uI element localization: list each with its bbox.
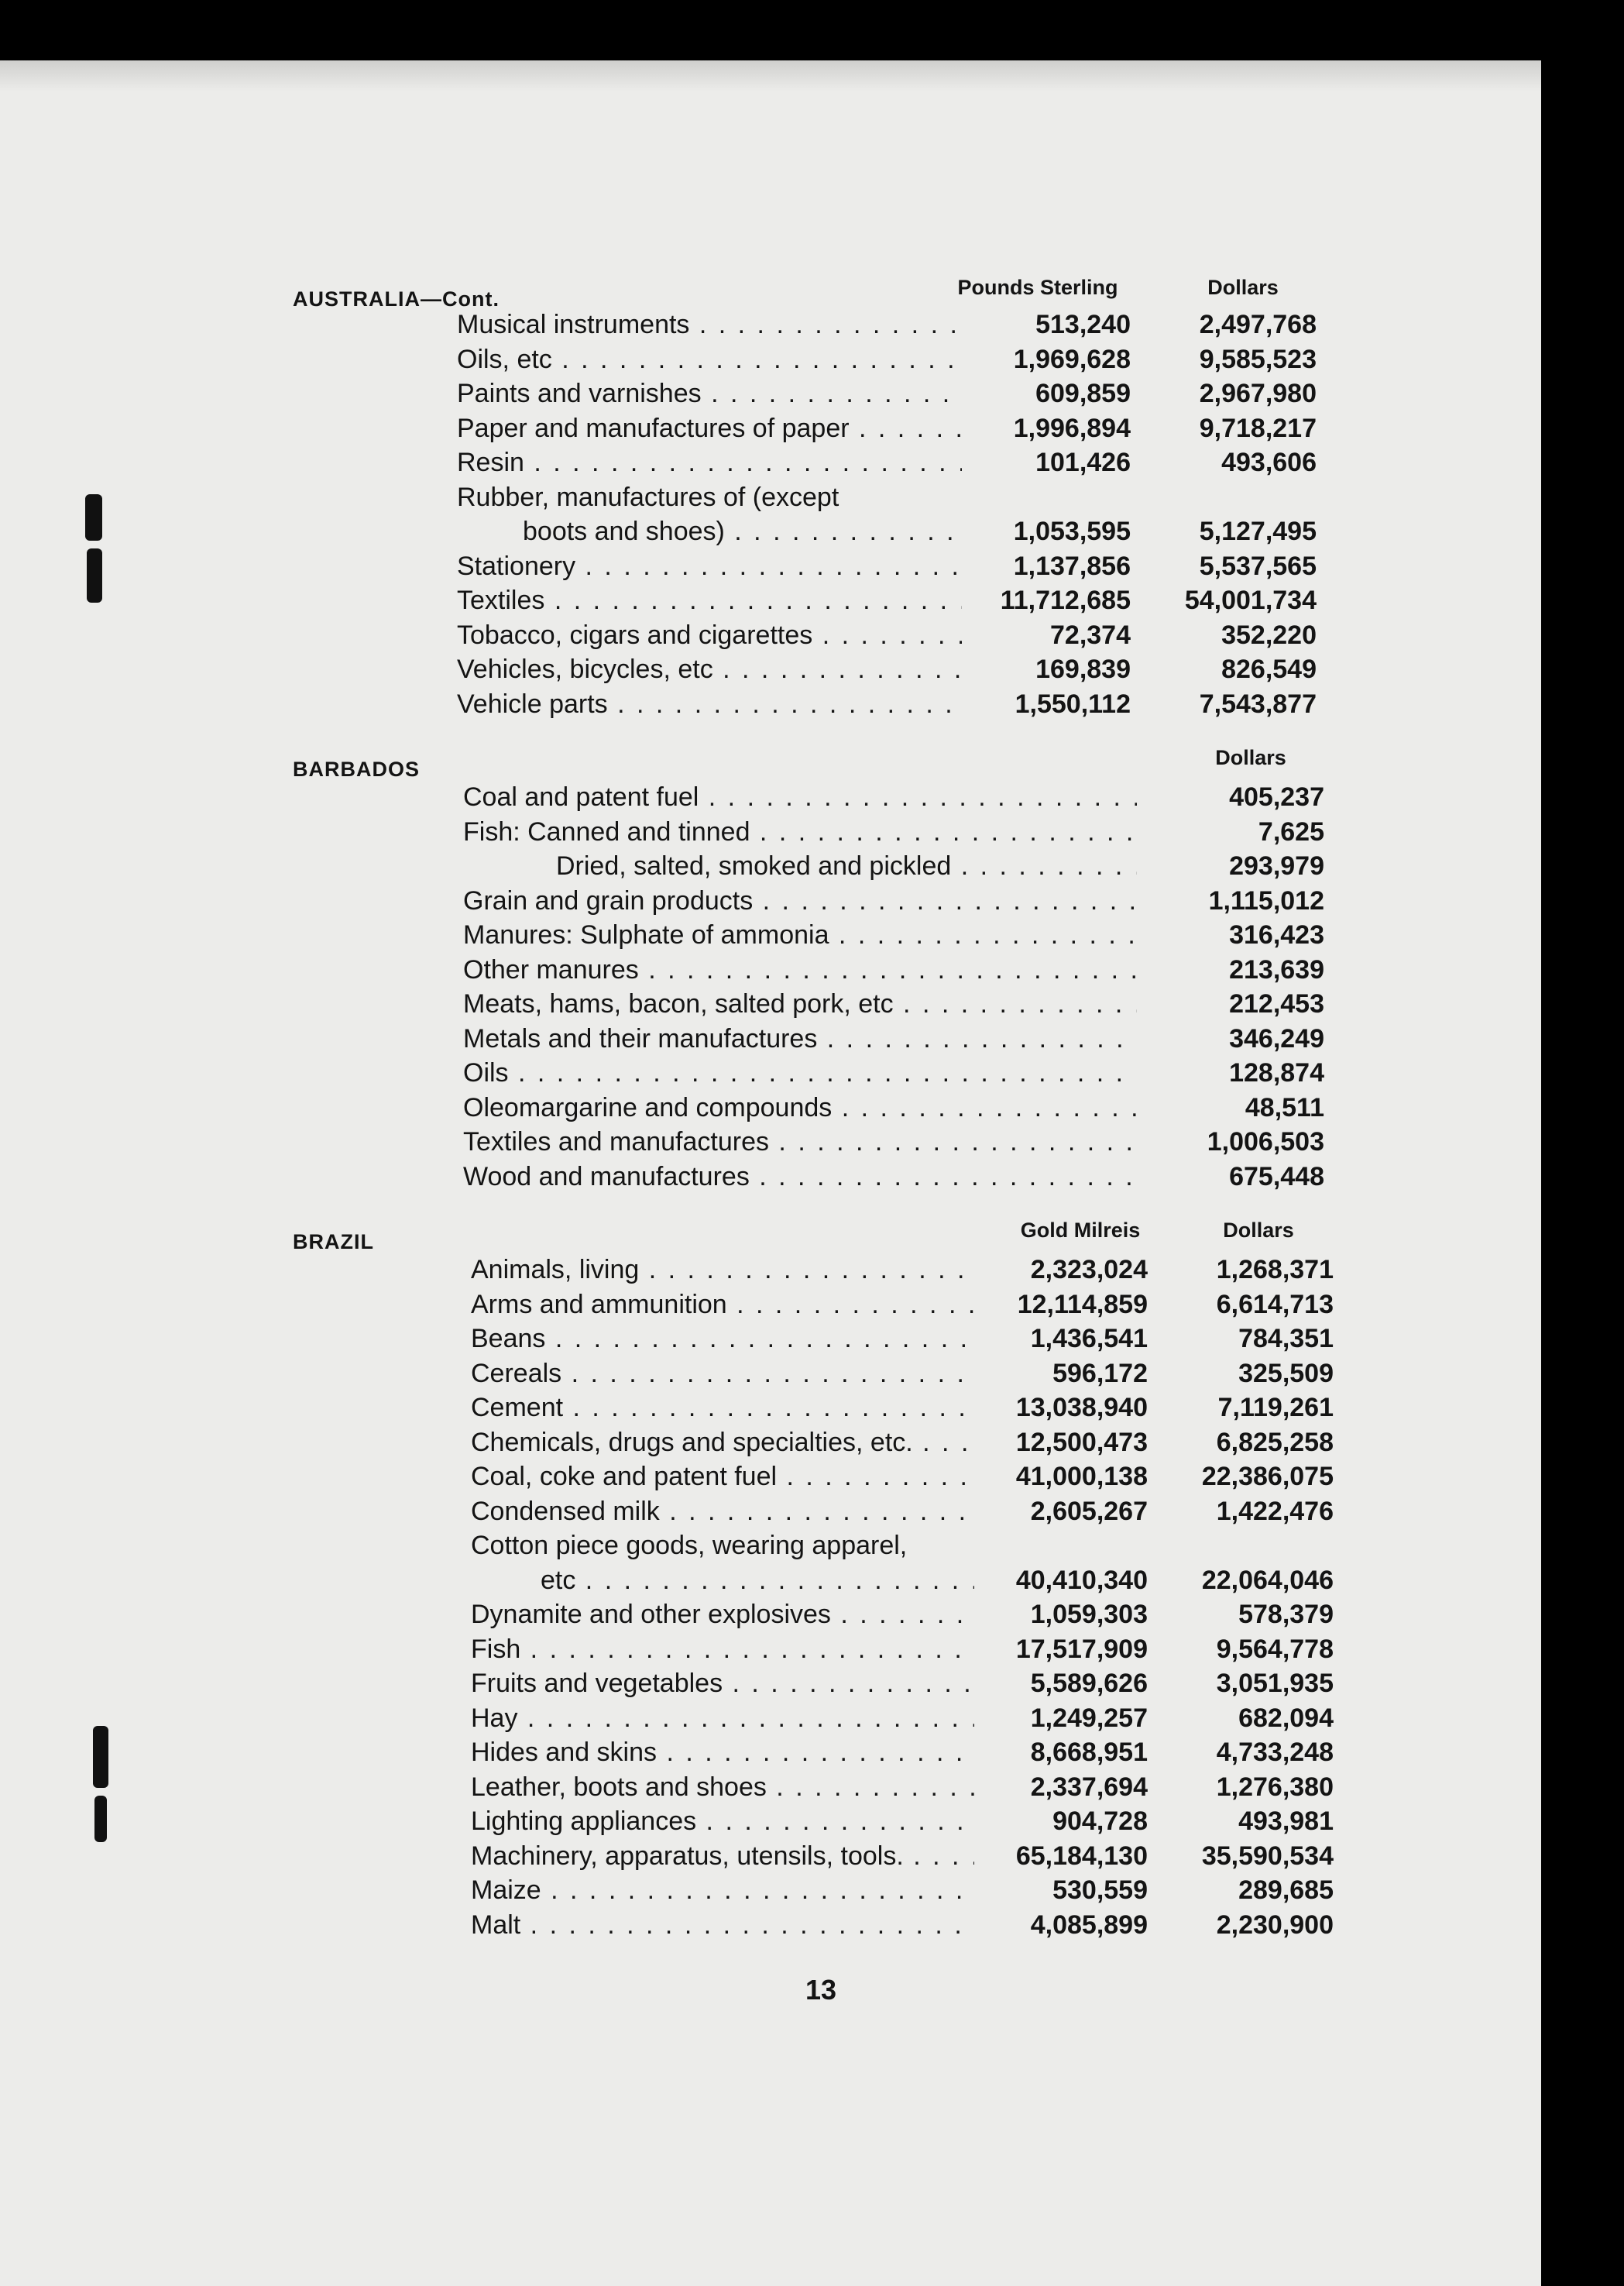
cell-value-gold-milreis: 5,589,626	[1030, 1669, 1148, 1698]
table-row	[0, 517, 1541, 551]
cell-value-dollars: 35,590,534	[1201, 1841, 1334, 1871]
cell-value-pounds: 169,839	[1035, 655, 1131, 684]
table-row	[0, 483, 1541, 517]
row-label: Oils . . .	[463, 1058, 1137, 1088]
row-label: Vehicles, bicycles, etc . . .	[457, 655, 962, 685]
cell-value-dollars: 675,448	[1229, 1161, 1324, 1191]
row-label: Cement . . .	[471, 1393, 974, 1423]
cell-value-dollars: 4,733,248	[1216, 1738, 1334, 1767]
cell-value-dollars: 9,718,217	[1199, 413, 1317, 443]
cell-value-dollars: 7,543,877	[1199, 689, 1317, 719]
row-label: Dried, salted, smoked and pickled . . .	[556, 851, 1137, 882]
cell-value-pounds: 513,240	[1035, 310, 1131, 339]
row-label: Malt . . .	[471, 1910, 974, 1941]
row-label: Leather, boots and shoes . . .	[471, 1772, 974, 1803]
cell-value-dollars: 289,685	[1238, 1875, 1334, 1905]
cell-value-gold-milreis: 2,337,694	[1030, 1772, 1148, 1802]
cell-value-dollars: 213,639	[1229, 954, 1324, 985]
cell-value-gold-milreis: 1,249,257	[1030, 1703, 1148, 1733]
cell-value-gold-milreis: 65,184,130	[1015, 1841, 1148, 1871]
cell-value-dollars: 7,625	[1258, 816, 1324, 847]
cell-value-pounds: 609,859	[1035, 379, 1131, 408]
row-label: Beans . . .	[471, 1324, 974, 1354]
table-row	[0, 1359, 1541, 1393]
cell-value-pounds: 1,053,595	[1013, 517, 1131, 546]
table-row	[0, 1910, 1541, 1944]
table-row	[0, 552, 1541, 586]
table-row	[0, 1058, 1541, 1092]
cell-value-gold-milreis: 41,000,138	[1015, 1462, 1148, 1491]
row-label: Cotton piece goods, wearing apparel,	[471, 1531, 908, 1560]
cell-value-dollars: 6,614,713	[1216, 1289, 1334, 1319]
cell-value-dollars: 22,386,075	[1201, 1462, 1334, 1491]
cell-value-dollars: 22,064,046	[1201, 1565, 1334, 1595]
cell-value-dollars: 493,981	[1238, 1806, 1334, 1836]
column-header-dollars: Dollars	[1223, 1219, 1294, 1242]
cell-value-gold-milreis: 904,728	[1052, 1806, 1148, 1836]
table-row	[0, 1127, 1541, 1161]
row-label: Stationery . . .	[457, 552, 962, 582]
row-label: Fruits and vegetables . . .	[471, 1669, 974, 1699]
table-row	[0, 1841, 1541, 1875]
table-row	[0, 655, 1541, 689]
table-row	[0, 345, 1541, 379]
table-row	[0, 782, 1541, 816]
row-label: Metals and their manufactures . . .	[463, 1024, 1137, 1054]
row-label: Fish: Canned and tinned . . .	[463, 817, 1137, 847]
table-row	[0, 1635, 1541, 1669]
cell-value-dollars: 346,249	[1229, 1023, 1324, 1054]
cell-value-dollars: 316,423	[1229, 920, 1324, 950]
cell-value-dollars: 2,497,768	[1199, 310, 1317, 339]
table-row	[0, 920, 1541, 954]
cell-value-gold-milreis: 13,038,940	[1015, 1393, 1148, 1422]
cell-value-gold-milreis: 1,436,541	[1030, 1324, 1148, 1353]
table-row	[0, 620, 1541, 655]
section-title: BARBADOS	[293, 758, 421, 781]
row-label: Cereals . . .	[471, 1359, 974, 1389]
row-label: Chemicals, drugs and specialties, etc. . . .	[471, 1428, 974, 1458]
section-title: AUSTRALIA—Cont.	[293, 287, 500, 311]
cell-value-dollars: 1,276,380	[1216, 1772, 1334, 1802]
table-row	[0, 1462, 1541, 1496]
cell-value-pounds: 1,550,112	[1015, 689, 1131, 719]
row-label: Textiles and manufactures . . .	[463, 1127, 1137, 1157]
row-label: Hides and skins . . .	[471, 1738, 974, 1768]
column-header-pounds: Pounds Sterling	[957, 276, 1118, 299]
cell-value-dollars: 7,119,261	[1217, 1393, 1334, 1422]
row-label: Condensed milk . . .	[471, 1497, 974, 1527]
cell-value-gold-milreis: 596,172	[1052, 1358, 1148, 1388]
cell-value-dollars: 1,115,012	[1208, 885, 1324, 916]
table-row	[0, 1162, 1541, 1196]
column-header-dollars: Dollars	[1215, 746, 1286, 769]
row-label: Resin . . .	[457, 448, 962, 478]
cell-value-dollars: 826,549	[1221, 655, 1317, 684]
table-row	[0, 1738, 1541, 1772]
cell-value-gold-milreis: 8,668,951	[1030, 1738, 1148, 1767]
table-row	[0, 1669, 1541, 1703]
section-title: BRAZIL	[293, 1230, 374, 1253]
cell-value-pounds: 11,712,685	[1000, 586, 1131, 615]
table-row	[0, 310, 1541, 344]
cell-value-dollars: 6,825,258	[1216, 1427, 1334, 1457]
page-edge	[0, 60, 1541, 91]
cell-value-gold-milreis: 12,114,859	[1017, 1289, 1148, 1319]
row-label: Oleomargarine and compounds . . .	[463, 1093, 1137, 1123]
cell-value-dollars: 493,606	[1221, 448, 1317, 477]
cell-value-dollars: 352,220	[1221, 620, 1317, 650]
row-label: Manures: Sulphate of ammonia . . .	[463, 920, 1137, 950]
table-row	[0, 1290, 1541, 1324]
cell-value-gold-milreis: 2,605,267	[1030, 1496, 1148, 1526]
table-row	[0, 379, 1541, 413]
row-label: Other manures . . .	[463, 955, 1137, 985]
cell-value-pounds: 1,137,856	[1013, 551, 1131, 581]
table-row	[0, 689, 1541, 724]
table-row	[0, 1600, 1541, 1634]
table-row	[0, 1324, 1541, 1358]
table-row	[0, 817, 1541, 851]
row-label: Animals, living . . .	[471, 1255, 974, 1285]
row-label: Machinery, apparatus, utensils, tools. . . .	[471, 1841, 974, 1872]
cell-value-gold-milreis: 12,500,473	[1015, 1427, 1148, 1457]
row-label: Oils, etc . . .	[457, 345, 962, 375]
cell-value-dollars: 2,230,900	[1216, 1910, 1334, 1940]
row-label: Fish . . .	[471, 1635, 974, 1665]
cell-value-gold-milreis: 40,410,340	[1015, 1565, 1148, 1595]
column-header-gold-milreis: Gold Milreis	[1020, 1219, 1141, 1242]
table-row	[0, 1772, 1541, 1806]
column-header-dollars: Dollars	[1207, 276, 1279, 299]
row-label: Lighting appliances . . .	[471, 1806, 974, 1837]
row-label: Vehicle parts . . .	[457, 689, 962, 720]
table-row	[0, 586, 1541, 620]
cell-value-pounds: 72,374	[1050, 620, 1131, 650]
table-row	[0, 1093, 1541, 1127]
row-label: boots and shoes) . . .	[523, 517, 962, 547]
row-label: Rubber, manufactures of (except	[457, 482, 839, 512]
row-label: Grain and grain products . . .	[463, 886, 1137, 916]
cell-value-dollars: 3,051,935	[1216, 1669, 1334, 1698]
cell-value-dollars: 2,967,980	[1199, 379, 1317, 408]
page-number: 13	[805, 1974, 837, 2006]
row-label: Coal, coke and patent fuel . . .	[471, 1462, 974, 1492]
table-row	[0, 886, 1541, 920]
table-row	[0, 1806, 1541, 1841]
row-label: Arms and ammunition . . .	[471, 1290, 974, 1320]
cell-value-dollars: 9,564,778	[1216, 1634, 1334, 1664]
table-row	[0, 1566, 1541, 1600]
row-label: Coal and patent fuel . . .	[463, 782, 1137, 813]
row-label: Textiles . . .	[457, 586, 962, 616]
cell-value-dollars: 682,094	[1238, 1703, 1334, 1733]
table-row	[0, 1024, 1541, 1058]
row-label: Paints and varnishes . . .	[457, 379, 962, 409]
row-label: Hay . . .	[471, 1703, 974, 1734]
cell-value-dollars: 5,537,565	[1199, 551, 1317, 581]
cell-value-gold-milreis: 17,517,909	[1015, 1634, 1148, 1664]
cell-value-gold-milreis: 530,559	[1052, 1875, 1148, 1905]
table-row	[0, 851, 1541, 885]
row-label: Dynamite and other explosives . . .	[471, 1600, 974, 1630]
row-label: Musical instruments . . .	[457, 310, 962, 340]
cell-value-pounds: 1,996,894	[1013, 413, 1131, 443]
table-row	[0, 448, 1541, 482]
cell-value-gold-milreis: 2,323,024	[1030, 1255, 1148, 1284]
cell-value-dollars: 212,453	[1229, 989, 1324, 1019]
cell-value-dollars: 128,874	[1229, 1058, 1324, 1088]
cell-value-dollars: 54,001,734	[1184, 586, 1317, 615]
cell-value-dollars: 293,979	[1229, 851, 1324, 881]
table-row	[0, 414, 1541, 448]
table-row	[0, 1255, 1541, 1289]
cell-value-dollars: 405,237	[1229, 782, 1324, 812]
cell-value-gold-milreis: 4,085,899	[1030, 1910, 1148, 1940]
table-row	[0, 1428, 1541, 1462]
cell-value-dollars: 784,351	[1238, 1324, 1334, 1353]
cell-value-dollars: 9,585,523	[1199, 344, 1317, 374]
row-label: Meats, hams, bacon, salted pork, etc . . .	[463, 989, 1137, 1019]
row-label: Paper and manufactures of paper . . .	[457, 414, 962, 444]
cell-value-dollars: 1,268,371	[1216, 1255, 1334, 1284]
row-label: Tobacco, cigars and cigarettes . . .	[457, 620, 962, 651]
table-row	[0, 1703, 1541, 1738]
cell-value-dollars: 5,127,495	[1199, 517, 1317, 546]
row-label: etc . . .	[541, 1566, 974, 1596]
row-label: Wood and manufactures . . .	[463, 1162, 1137, 1192]
table-row	[0, 1875, 1541, 1910]
table-row	[0, 955, 1541, 989]
cell-value-gold-milreis: 1,059,303	[1030, 1600, 1148, 1629]
document-page	[0, 60, 1541, 2286]
cell-value-pounds: 101,426	[1035, 448, 1131, 477]
table-row	[0, 1393, 1541, 1427]
table-row	[0, 1531, 1541, 1565]
cell-value-dollars: 578,379	[1238, 1600, 1334, 1629]
cell-value-dollars: 48,511	[1245, 1092, 1324, 1122]
cell-value-dollars: 325,509	[1238, 1358, 1334, 1388]
cell-value-dollars: 1,422,476	[1216, 1496, 1334, 1526]
table-row	[0, 989, 1541, 1023]
row-label: Maize . . .	[471, 1875, 974, 1906]
table-row	[0, 1497, 1541, 1531]
cell-value-dollars: 1,006,503	[1207, 1127, 1324, 1157]
cell-value-pounds: 1,969,628	[1013, 344, 1131, 374]
